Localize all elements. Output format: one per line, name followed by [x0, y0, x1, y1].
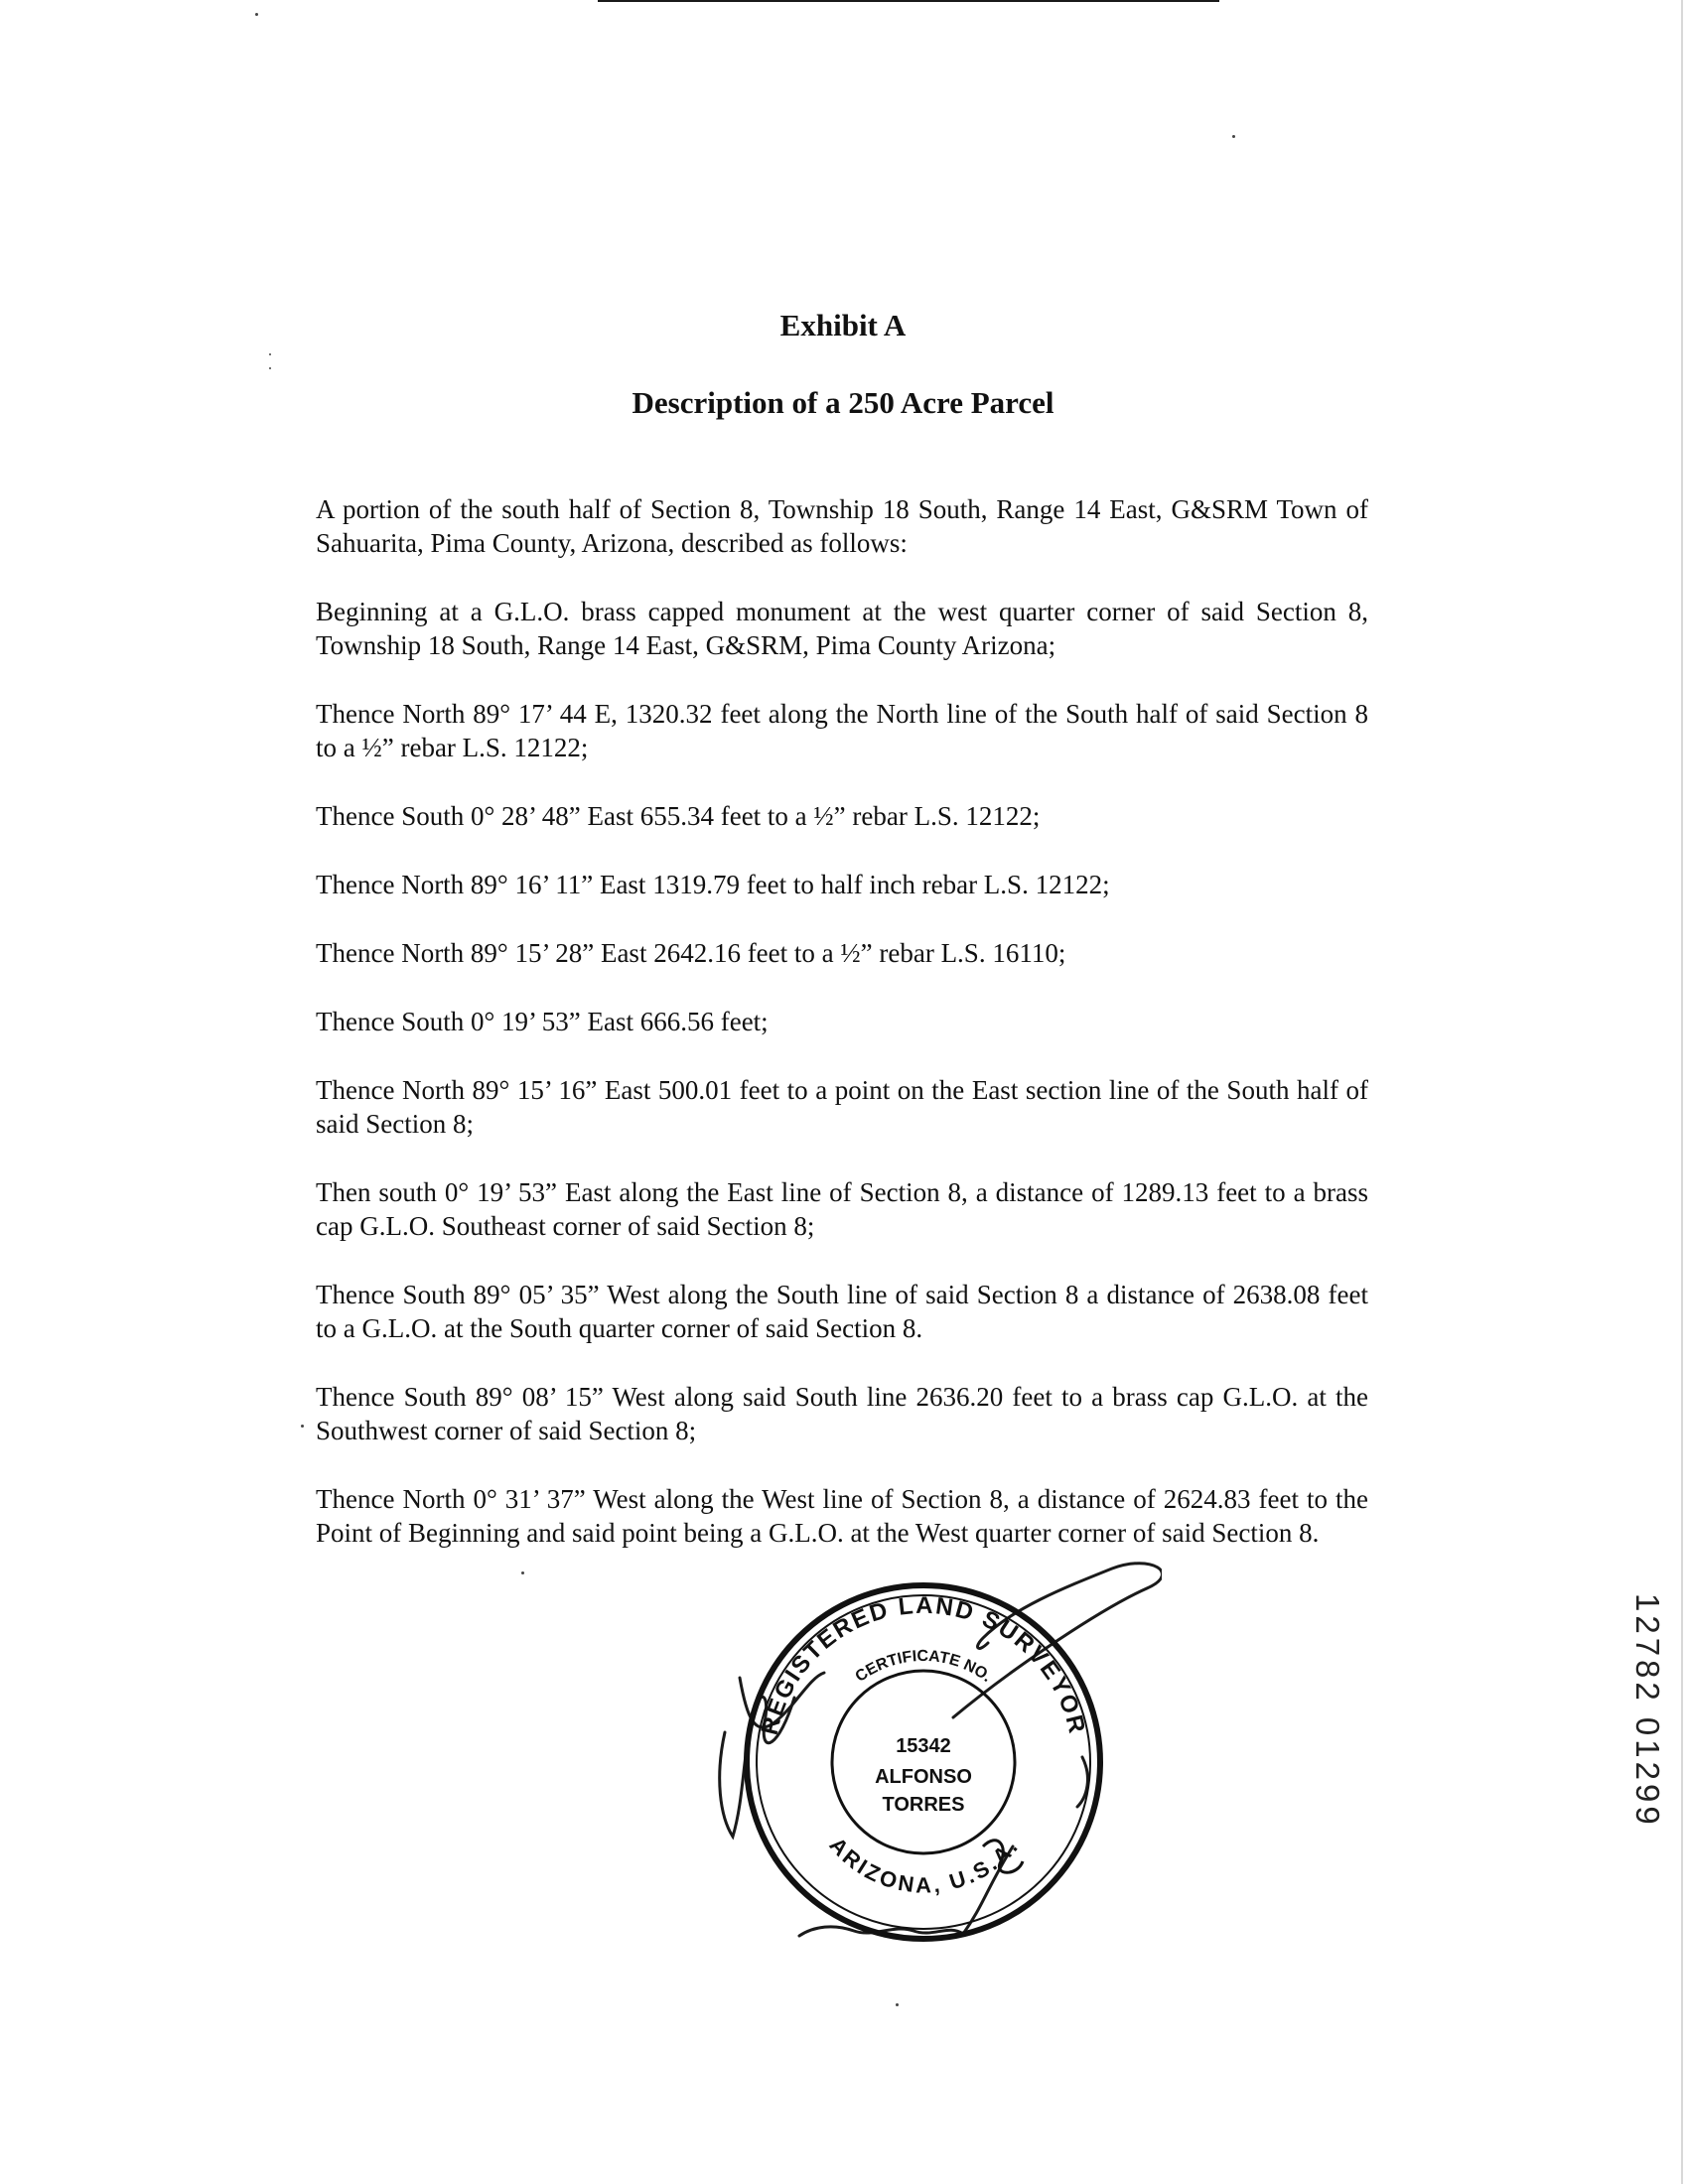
seal-number: 15342 [896, 1735, 951, 1757]
scan-speck [896, 2003, 899, 2006]
seal-bottom-text: ARIZONA, U.S.A. [824, 1832, 1025, 1898]
scan-speck [301, 1425, 304, 1428]
scan-speck [255, 13, 258, 16]
description-paragraph: Thence North 89° 15’ 28” East 2642.16 feet to a ½” rebar L.S. 16110; [316, 938, 1066, 968]
seal-inner-ring [832, 1671, 1015, 1853]
description-paragraph: Beginning at a G.L.O. brass capped monument at the west quarter corner of said Section 8, Township 18 South, Range 14 East, G&SRM, Pima County Arizona; [316, 597, 1368, 660]
description-paragraph: Thence South 0° 19’ 53” East 666.56 feet; [316, 1007, 769, 1036]
top-rule [598, 0, 1219, 2]
description-paragraph: Thence North 89° 16’ 11” East 1319.79 feet to half inch rebar L.S. 12122; [316, 870, 1110, 899]
description-paragraph: Thence South 89° 08’ 15” West along said South line 2636.20 feet to a brass cap G.L.O. at the Southwest corner of said Section 8; [316, 1382, 1368, 1445]
surveyor-seal [685, 1549, 1162, 1966]
description-paragraph: Thence South 89° 05’ 35” West along the South line of said Section 8 a distance of 2638.08 feet to a G.L.O. at the South quarter corner of said Section 8. [316, 1280, 1368, 1343]
recording-number: 12782 01299 [1629, 1593, 1666, 1829]
seal-certificate-text: CERTIFICATE NO. [852, 1647, 995, 1686]
seal-outer-text: REGISTERED LAND SURVEYOR [756, 1591, 1091, 1738]
parcel-subtitle: Description of a 250 Acre Parcel [632, 385, 1054, 420]
description-paragraph: A portion of the south half of Section 8, Township 18 South, Range 14 East, G&SRM Town of Sahuarita, Pima County, Arizona, described as follows: [316, 494, 1368, 558]
scan-speck [1232, 135, 1235, 138]
description-paragraph: Thence North 89° 15’ 16” East 500.01 feet to a point on the East section line of the South half of said Section 8; [316, 1075, 1368, 1139]
legal-description [316, 492, 1368, 1584]
seal-first-name: ALFONSO [875, 1766, 972, 1788]
scan-speck [269, 353, 271, 355]
description-paragraph: Then south 0° 19’ 53” East along the East line of Section 8, a distance of 1289.13 feet to a brass cap G.L.O. Southeast corner of said Section 8; [316, 1177, 1368, 1241]
description-paragraph: Thence South 0° 28’ 48” East 655.34 feet to a ½” rebar L.S. 12122; [316, 801, 1041, 831]
scan-speck [269, 367, 271, 369]
description-paragraph: Thence North 89° 17’ 44 E, 1320.32 feet along the North line of the South half of said Section 8 to a ½” rebar L.S. 12122; [316, 699, 1368, 762]
description-paragraph: Thence North 0° 31’ 37” West along the West line of Section 8, a distance of 2624.83 feet to the Point of Beginning and said point being a G.L.O. at the West quarter corner of said Section 8. [316, 1484, 1368, 1548]
exhibit-title: Exhibit A [779, 308, 907, 342]
seal-last-name: TORRES [882, 1794, 965, 1816]
